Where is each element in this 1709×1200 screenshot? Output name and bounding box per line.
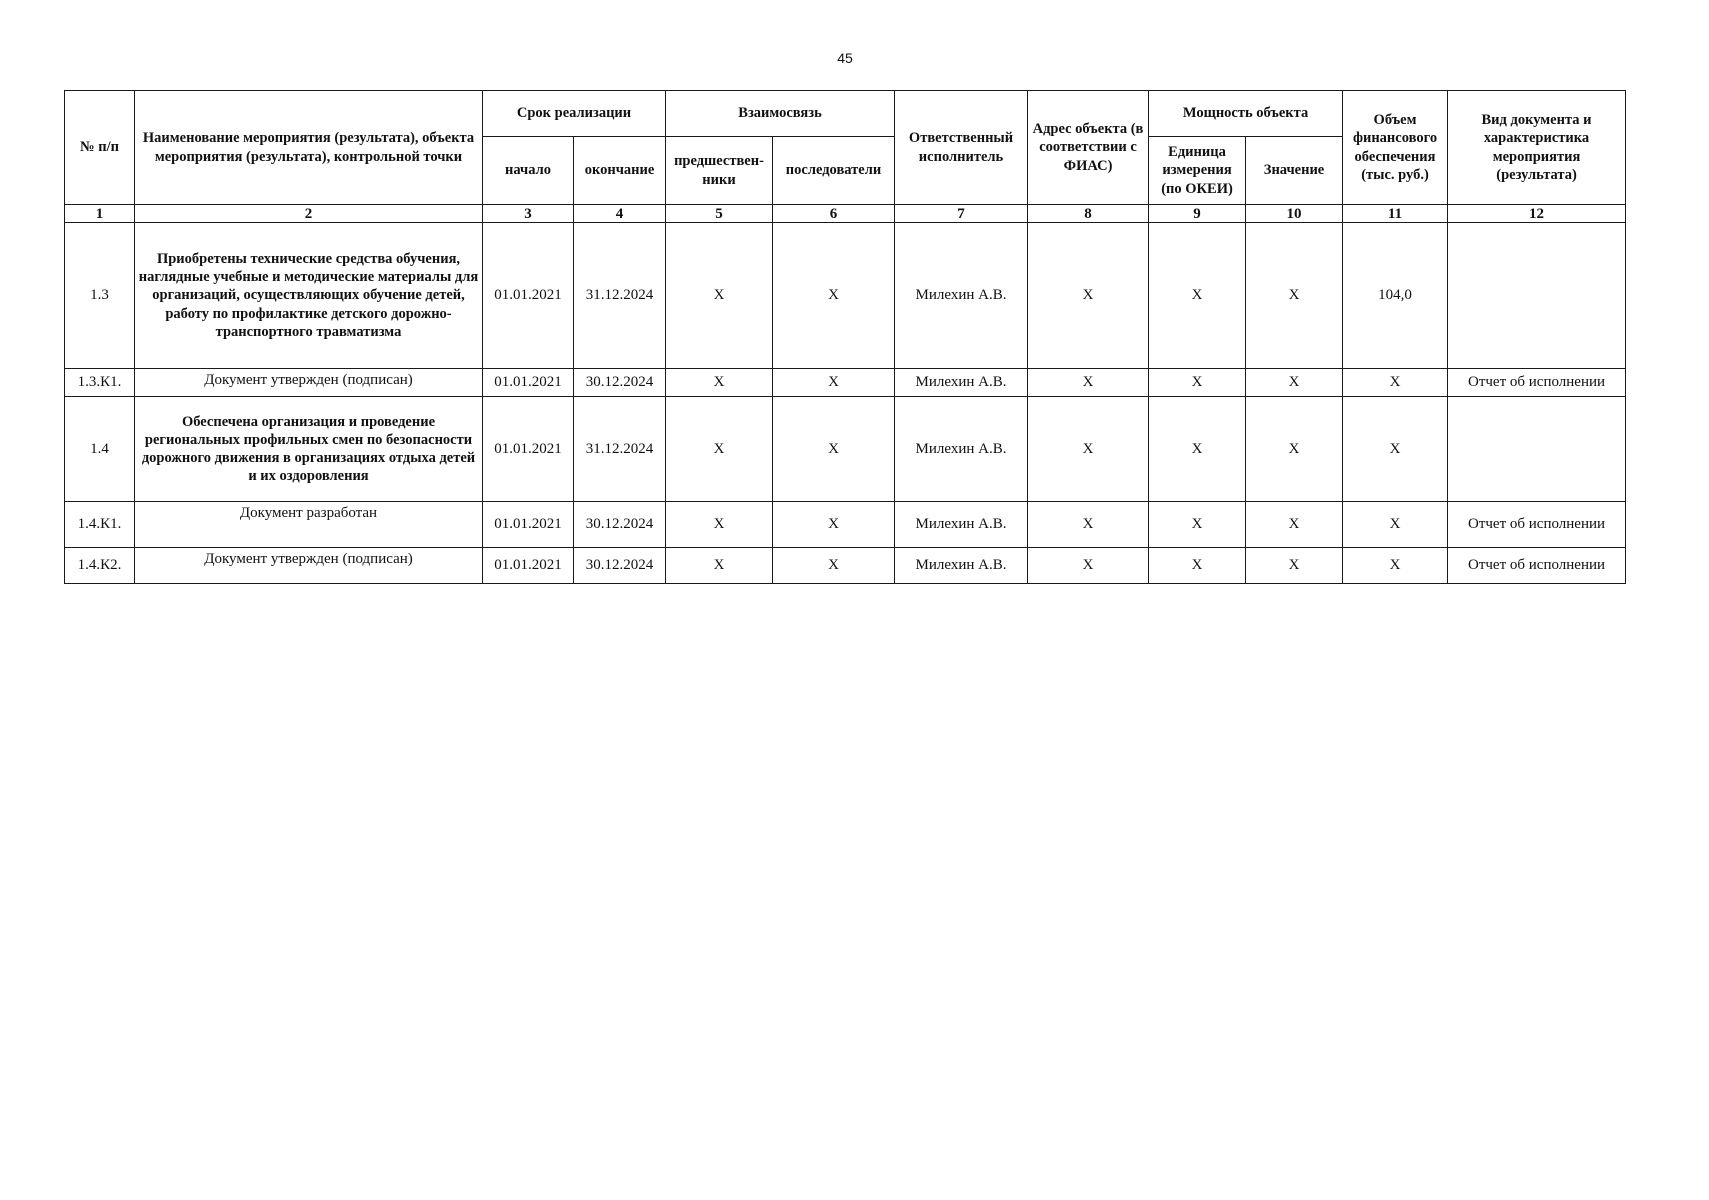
row-number: 1.4.К1. <box>65 502 135 548</box>
row-end-date: 31.12.2024 <box>574 397 666 502</box>
row-predecessors: X <box>666 223 773 369</box>
column-number: 9 <box>1149 205 1246 223</box>
header-capacity: Мощность объекта <box>1149 91 1343 137</box>
row-doc-type: Отчет об исполнении <box>1448 548 1626 584</box>
row-responsible: Милехин А.В. <box>895 548 1028 584</box>
row-start-date: 01.01.2021 <box>483 369 574 397</box>
header-name: Наименование мероприятия (результата), объекта мероприятия (результата), контрольной точки <box>135 91 483 205</box>
row-end-date: 30.12.2024 <box>574 502 666 548</box>
row-predecessors: X <box>666 369 773 397</box>
row-unit: X <box>1149 548 1246 584</box>
row-name: Обеспечена организация и проведение региональных профильных смен по безопасности дорожного движения в организациях отдыха детей и их оздоровления <box>135 397 483 502</box>
row-value: X <box>1246 502 1343 548</box>
header-relation-predecessors: предшествен-ники <box>666 137 773 205</box>
row-name: Документ утвержден (подписан) <box>135 548 483 584</box>
table-row <box>65 369 1626 397</box>
row-start-date: 01.01.2021 <box>483 548 574 584</box>
column-number: 11 <box>1343 205 1448 223</box>
column-number: 12 <box>1448 205 1626 223</box>
header-responsible: Ответственный исполнитель <box>895 91 1028 205</box>
column-number: 8 <box>1028 205 1149 223</box>
row-finance: X <box>1343 397 1448 502</box>
column-number: 6 <box>773 205 895 223</box>
table-row <box>65 548 1626 584</box>
header-row-top <box>65 91 1626 137</box>
row-finance: 104,0 <box>1343 223 1448 369</box>
row-doc-type: Отчет об исполнении <box>1448 502 1626 548</box>
row-name: Документ разработан <box>135 502 483 548</box>
row-responsible: Милехин А.В. <box>895 397 1028 502</box>
row-value: X <box>1246 223 1343 369</box>
column-number: 7 <box>895 205 1028 223</box>
row-unit: X <box>1149 397 1246 502</box>
header-relation: Взаимосвязь <box>666 91 895 137</box>
row-address: X <box>1028 502 1149 548</box>
row-responsible: Милехин А.В. <box>895 369 1028 397</box>
row-unit: X <box>1149 223 1246 369</box>
header-term-start: начало <box>483 137 574 205</box>
column-number: 2 <box>135 205 483 223</box>
row-successors: X <box>773 548 895 584</box>
row-finance: X <box>1343 502 1448 548</box>
row-predecessors: X <box>666 502 773 548</box>
page-number: 45 <box>837 50 853 66</box>
row-responsible: Милехин А.В. <box>895 223 1028 369</box>
row-predecessors: X <box>666 397 773 502</box>
row-start-date: 01.01.2021 <box>483 397 574 502</box>
column-number-row <box>65 205 1626 223</box>
header-number: № п/п <box>65 91 135 205</box>
table-row <box>65 223 1626 369</box>
row-successors: X <box>773 369 895 397</box>
column-number: 5 <box>666 205 773 223</box>
column-number: 1 <box>65 205 135 223</box>
row-doc-type: Отчет об исполнении <box>1448 369 1626 397</box>
row-end-date: 31.12.2024 <box>574 223 666 369</box>
row-finance: X <box>1343 548 1448 584</box>
row-value: X <box>1246 397 1343 502</box>
row-predecessors: X <box>666 548 773 584</box>
row-number: 1.3.К1. <box>65 369 135 397</box>
header-capacity-value: Значение <box>1246 137 1343 205</box>
row-address: X <box>1028 223 1149 369</box>
header-address: Адрес объекта (в соответствии с ФИАС) <box>1028 91 1149 205</box>
row-number: 1.4.К2. <box>65 548 135 584</box>
header-relation-successors: последователи <box>773 137 895 205</box>
row-address: X <box>1028 397 1149 502</box>
row-end-date: 30.12.2024 <box>574 548 666 584</box>
header-capacity-unit: Единица измерения (по ОКЕИ) <box>1149 137 1246 205</box>
row-responsible: Милехин А.В. <box>895 502 1028 548</box>
row-finance: X <box>1343 369 1448 397</box>
row-successors: X <box>773 502 895 548</box>
row-doc-type <box>1448 397 1626 502</box>
implementation-plan-table <box>64 90 1626 584</box>
row-doc-type <box>1448 223 1626 369</box>
row-address: X <box>1028 548 1149 584</box>
row-name: Приобретены технические средства обучения, наглядные учебные и методические материалы для организаций, осуществляющих обучение детей, работу по профилактике детского дорожно-транспортного травматизма <box>135 223 483 369</box>
row-address: X <box>1028 369 1149 397</box>
row-unit: X <box>1149 369 1246 397</box>
header-finance: Объем финансового обеспечения (тыс. руб.) <box>1343 91 1448 205</box>
table-row <box>65 397 1626 502</box>
row-value: X <box>1246 548 1343 584</box>
row-number: 1.4 <box>65 397 135 502</box>
row-start-date: 01.01.2021 <box>483 502 574 548</box>
header-term-end: окончание <box>574 137 666 205</box>
column-number: 10 <box>1246 205 1343 223</box>
column-number: 3 <box>483 205 574 223</box>
row-successors: X <box>773 223 895 369</box>
row-value: X <box>1246 369 1343 397</box>
row-number: 1.3 <box>65 223 135 369</box>
row-successors: X <box>773 397 895 502</box>
header-doc-type: Вид документа и характеристика мероприятия (результата) <box>1448 91 1626 205</box>
column-number: 4 <box>574 205 666 223</box>
header-term: Срок реализации <box>483 91 666 137</box>
row-end-date: 30.12.2024 <box>574 369 666 397</box>
table-row <box>65 502 1626 548</box>
row-start-date: 01.01.2021 <box>483 223 574 369</box>
row-name: Документ утвержден (подписан) <box>135 369 483 397</box>
row-unit: X <box>1149 502 1246 548</box>
